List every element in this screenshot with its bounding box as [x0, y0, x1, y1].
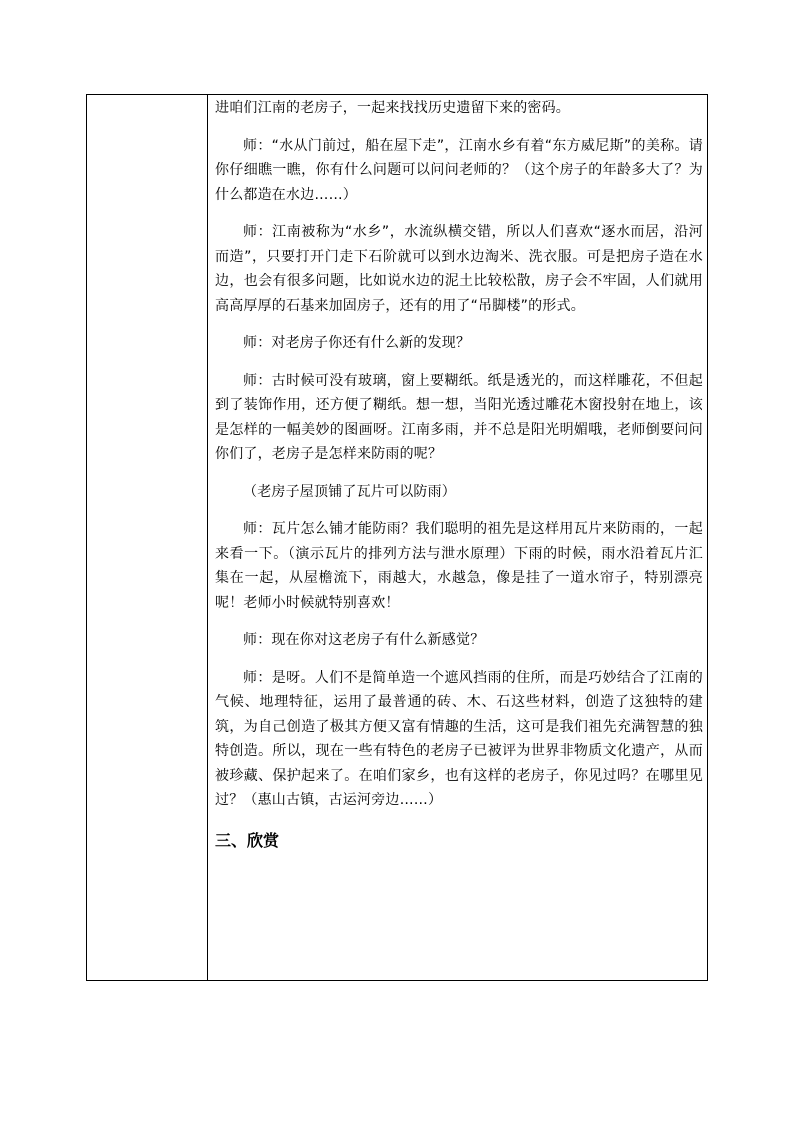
- paragraph-teacher-new-discovery: 师：对老房子你还有什么新的发现？: [243, 335, 471, 351]
- column-divider: [207, 95, 208, 980]
- lesson-table: [86, 94, 708, 981]
- content-cell: [215, 95, 703, 856]
- paragraph-teacher-windows: 师：古时候可没有玻璃，窗上要糊纸。纸是透光的，而这样雕花，不但起到了装饰作用，还方便了糊纸。想一想，当阳光透过雕花木窗投射在地上，该是怎样的一幅美妙的图画呀。江南多雨，并不总是阳光明媚哦，老师倒要问问你们了，老房子是怎样来防雨的呢？: [215, 372, 703, 462]
- paragraph-teacher-tiles: 师：瓦片怎么铺才能防雨？我们聪明的祖先是这样用瓦片来防雨的，一起来看一下。（演示瓦片的排列方法与泄水原理）下雨的时候，雨水沿着瓦片汇集在一起，从屋檐流下，雨越大，水越急，像是挂了一道水帘子，特别漂亮呢！老师小时候就特别喜欢！: [215, 521, 703, 611]
- paragraph-teacher-riverside: 师：江南被称为“水乡”，水流纵横交错，所以人们喜欢“逐水而居，沿河而造”，只要打开门走下石阶就可以到水边淘米、洗衣服。可是把房子造在水边，也会有很多问题，比如说水边的泥土比较松散，房子会不牢固，人们就用高高厚厚的石基来加固房子，还有的用了“吊脚楼”的形式。: [215, 224, 703, 314]
- paragraph-student-answer: （老房子屋顶铺了瓦片可以防雨）: [243, 483, 456, 500]
- paragraph-teacher-summary: 师：是呀。人们不是简单造一个遮风挡雨的住所，而是巧妙结合了江南的气候、地理特征，运用了最普通的砖、木、石这些材料，创造了这独特的建筑，为自己创造了极其方便又富有情趣的生活，这可是我们祖先充满智慧的独特创造。所以，现在一些有特色的老房子已被评为世界非物质文化遗产，从而被珍藏、保护起来了。在咱们家乡，也有这样的老房子，你见过吗？在哪里见过？（惠山古镇，古运河旁边……）: [215, 669, 703, 808]
- section-heading: 三、欣赏: [215, 830, 280, 850]
- paragraph-intro-continuation: 进咱们江南的老房子，一起来找找历史遗留下来的密码。: [215, 100, 570, 116]
- paragraph-teacher-new-feeling: 师：现在你对这老房子有什么新感觉？: [243, 632, 485, 648]
- paragraph-teacher-water-town: 师：“水从门前过，船在屋下走”，江南水乡有着“东方威尼斯”的美称。请你仔细瞧一瞧，你有什么问题可以问问老师的？（这个房子的年龄多大了？为什么都造在水边……）: [215, 137, 703, 203]
